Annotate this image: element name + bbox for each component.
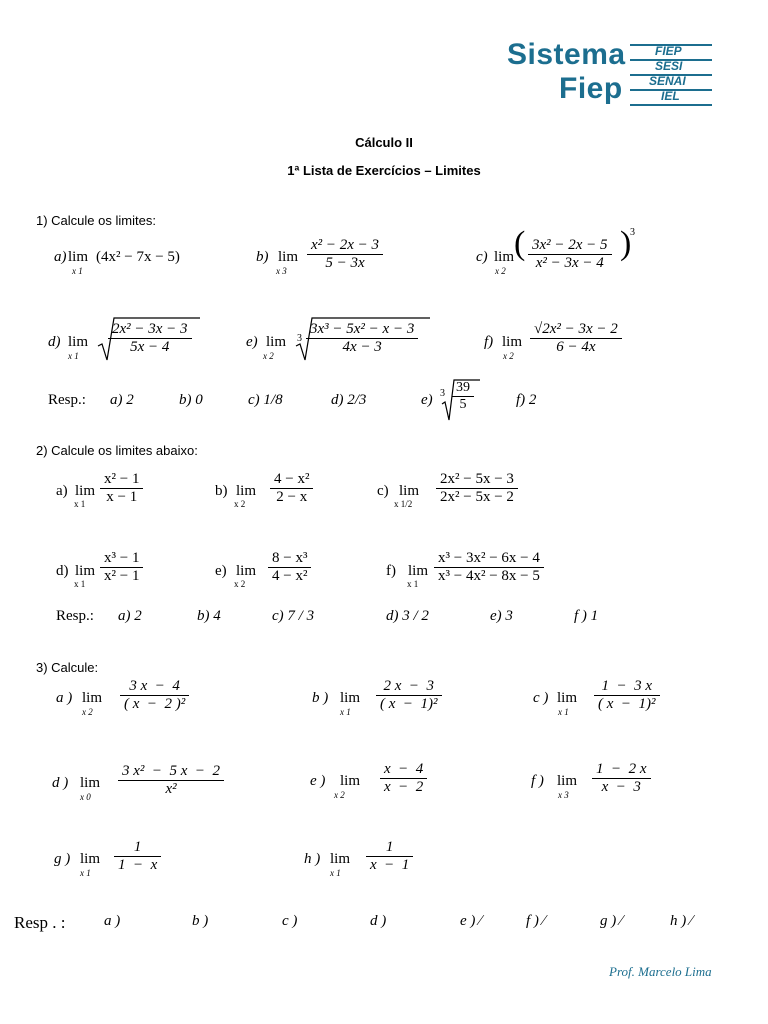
answer: e) 3 (490, 608, 513, 624)
lim-subscript: x 1 (74, 579, 86, 589)
logo-tag: IEL (661, 89, 680, 103)
lim-subscript: x 1 (340, 707, 351, 717)
numerator: 3 x² − 5 x − 2 (122, 763, 221, 779)
denominator: x³ − 4x² − 8x − 5 (434, 567, 544, 585)
item-label: e) (246, 334, 258, 350)
numerator: 4 − x² (274, 471, 310, 487)
item-label: b) (256, 249, 269, 265)
logo-tag: SESI (655, 59, 683, 73)
fraction (452, 380, 474, 413)
answer: e) (421, 392, 433, 408)
fraction (270, 471, 313, 506)
lim-subscript: x 2 (503, 351, 514, 361)
item-label: c ) (533, 690, 549, 706)
fraction (120, 678, 189, 713)
fraction (366, 839, 413, 874)
lim-subscript: x 1 (74, 499, 86, 509)
fraction (530, 321, 622, 356)
resp-label: Resp.: (48, 392, 86, 408)
item-label: a) (54, 249, 67, 265)
numerator: 3 x − 4 (129, 678, 180, 694)
list-title: 1ª Lista de Exercícios – Limites (287, 163, 481, 178)
lim-subscript: x 2 (234, 499, 246, 509)
root-index: 3 (440, 388, 445, 399)
root-index: 3 (297, 333, 302, 344)
lim-symbol: lim (80, 851, 101, 867)
item-label: b ) (312, 690, 329, 706)
numerator: 2x² − 5x − 3 (440, 471, 514, 487)
fraction (528, 237, 612, 272)
numerator: 1 − 2 x (596, 761, 647, 777)
lim-symbol: lim (266, 334, 287, 350)
denominator: 2x² − 5x − 2 (436, 488, 518, 506)
lim-subscript: x 0 (80, 792, 91, 802)
fraction (436, 471, 518, 506)
answer: e ) ∕ (460, 913, 482, 929)
denominator: 5 (452, 396, 474, 413)
lim-symbol: lim (494, 249, 515, 265)
lim-subscript: x 2 (495, 266, 506, 276)
lim-symbol: lim (340, 690, 361, 706)
section3-heading: 3) Calcule: (36, 660, 99, 675)
denominator: ( x − 1)² (376, 695, 442, 713)
lim-symbol: lim (236, 563, 257, 579)
numerator: 3x³ − 5x² − x − 3 (310, 321, 415, 337)
item-label: c) (377, 483, 389, 499)
item-label: f) (484, 334, 494, 350)
author-signature: Prof. Marcelo Lima (609, 964, 712, 979)
logo-text-fiep: Fiep (559, 72, 623, 105)
lim-symbol: lim (340, 773, 361, 789)
logo-tag: FIEP (655, 44, 682, 58)
numerator: 1 − 3 x (601, 678, 653, 694)
lim-subscript: x 1 (80, 868, 91, 878)
logo-rule (630, 104, 712, 106)
logo-tag: SENAI (649, 74, 686, 88)
left-paren: ( (514, 225, 526, 262)
numerator: 1 (133, 839, 142, 855)
denominator: ( x − 2 )² (120, 695, 189, 713)
lim-symbol: lim (68, 334, 89, 350)
resp-label: Resp . : (14, 913, 66, 932)
answer: f ) ∕ (526, 913, 546, 929)
lim-symbol: lim (75, 563, 96, 579)
lim-subscript: x 3 (558, 790, 569, 800)
answer: a) 2 (110, 392, 134, 408)
lim-symbol: lim (236, 483, 257, 499)
lim-symbol: lim (408, 563, 429, 579)
denominator: 6 − 4x (530, 338, 622, 356)
denominator: x − 1 (100, 488, 143, 506)
answer: c) 1/8 (248, 392, 283, 408)
answer: a ) (104, 913, 121, 929)
numerator: 3x² − 2x − 5 (532, 237, 608, 253)
denominator: 2 − x (270, 488, 313, 506)
denominator: 5 − 3x (307, 254, 383, 272)
lim-symbol: lim (75, 483, 96, 499)
numerator: 39 (456, 380, 470, 395)
fraction (306, 321, 418, 356)
fraction (114, 839, 161, 874)
lim-subscript: x 1 (558, 707, 569, 717)
answer: c) 7 / 3 (272, 608, 315, 624)
numerator: x² − 1 (104, 471, 140, 487)
fraction (380, 761, 427, 796)
lim-subscript: x 3 (276, 266, 287, 276)
answer: d) 3 / 2 (386, 608, 429, 624)
lim-symbol: lim (502, 334, 523, 350)
lim-symbol: lim (330, 851, 351, 867)
answer: g ) ∕ (600, 913, 623, 929)
answer: b) 0 (179, 392, 203, 408)
denominator: x² − 1 (100, 567, 143, 585)
numerator: 8 − x³ (272, 550, 308, 566)
fraction (108, 321, 192, 356)
denominator: 4 − x² (268, 567, 311, 585)
numerator: x − 4 (384, 761, 424, 777)
logo-text-sistema: Sistema (507, 38, 626, 71)
resp-label: Resp.: (56, 608, 94, 624)
item-label: f ) (531, 773, 544, 789)
numerator: x³ − 1 (104, 550, 140, 566)
item-label: c) (476, 249, 488, 265)
item-label: b) (215, 483, 228, 499)
lim-subscript: x 1 (407, 579, 419, 589)
item-label: a ) (56, 690, 73, 706)
denominator: x² − 3x − 4 (528, 254, 612, 272)
answer: c ) (282, 913, 298, 929)
lim-symbol: lim (557, 773, 578, 789)
lim-symbol: lim (80, 775, 101, 791)
denominator: 4x − 3 (306, 338, 418, 356)
item-label: f) (386, 563, 396, 579)
item-label: g ) (54, 851, 71, 867)
numerator: 2x² − 3x − 3 (112, 321, 188, 337)
numerator: √2x² − 3x − 2 (534, 321, 618, 337)
item-label: a) (56, 483, 68, 499)
denominator: x − 2 (380, 778, 427, 796)
numerator: 2 x − 3 (383, 678, 435, 694)
lim-subscript: x 1 (72, 266, 83, 276)
fraction (100, 550, 143, 585)
answer: d ) (370, 913, 387, 929)
item-label: d ) (52, 775, 69, 791)
right-paren: ) (620, 225, 632, 262)
fraction (594, 678, 660, 713)
denominator: x − 1 (366, 856, 413, 874)
item-label: d) (56, 563, 69, 579)
fraction (268, 550, 311, 585)
fraction (592, 761, 651, 796)
course-title: Cálculo II (355, 135, 413, 150)
lim-subscript: x 1 (68, 351, 79, 361)
item-label: d) (48, 334, 61, 350)
answer: d) 2/3 (331, 392, 367, 408)
denominator: ( x − 1)² (594, 695, 660, 713)
answer: b ) (192, 913, 209, 929)
numerator: 1 (385, 839, 394, 855)
denominator: 1 − x (114, 856, 161, 874)
lim-subscript: x 1/2 (394, 499, 413, 509)
answer: a) 2 (118, 608, 142, 624)
lim-symbol: lim (557, 690, 578, 706)
lim-subscript: x 2 (82, 707, 93, 717)
lim-subscript: x 1 (330, 868, 341, 878)
denominator: x² (118, 780, 224, 798)
lim-symbol: lim (278, 249, 299, 265)
answer: h ) ∕ (670, 913, 693, 929)
fraction (118, 763, 224, 798)
fraction (307, 237, 383, 272)
answer: b) 4 (197, 608, 221, 624)
fraction (376, 678, 442, 713)
lim-symbol: lim (82, 690, 103, 706)
numerator: x³ − 3x² − 6x − 4 (438, 550, 540, 566)
lim-subscript: x 2 (334, 790, 345, 800)
section1-heading: 1) Calcule os limites: (36, 213, 156, 228)
answer: f) 2 (516, 392, 537, 408)
expression: (4x² − 7x − 5) (96, 249, 180, 265)
item-label: h ) (304, 851, 321, 867)
fraction (100, 471, 143, 506)
denominator: 5x − 4 (108, 338, 192, 356)
section2-heading: 2) Calcule os limites abaixo: (36, 443, 198, 458)
item-label: e ) (310, 773, 326, 789)
exponent: 3 (630, 227, 635, 238)
numerator: x² − 2x − 3 (311, 237, 380, 253)
lim-subscript: x 2 (263, 351, 274, 361)
answer: f ) 1 (574, 608, 599, 624)
item-label: e) (215, 563, 227, 579)
denominator: x − 3 (592, 778, 651, 796)
lim-symbol: lim (399, 483, 420, 499)
lim-subscript: x 2 (234, 579, 246, 589)
fraction (434, 550, 544, 585)
lim-symbol: lim (68, 249, 89, 265)
